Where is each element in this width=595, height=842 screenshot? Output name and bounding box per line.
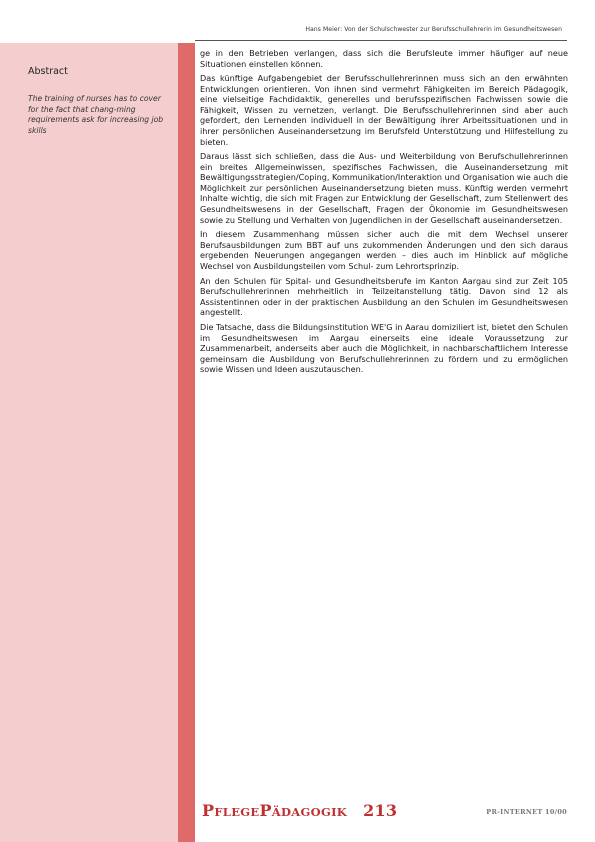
- article-body: [200, 48, 568, 379]
- body-paragraph: Das künftige Aufgabengebiet der Berufsschullehrerinnen muss sich an den erwähnten Entwicklungen orientieren. Von ihnen sind vermehrt Fähigkeiten im Bereich Pädagogik, eine vielseitige Fachdidaktik, generelles und berufsspezifischen Fachwissen sowie die Fähigkeit, Wissen zu vernetzen, verlangt. Die Berufsschullehrerinnen sind aber auch gefordert, den Lernenden individuell in der Bewältigung ihrer Arbeitssituationen und in ihrer persönlichen Auseinandersetzung im Berufsfeld Unterstützung und Hilfestellung zu bieten.: [200, 73, 568, 147]
- journal-title-part: FLEGE: [214, 805, 260, 819]
- abstract-title: Abstract: [28, 66, 68, 77]
- body-paragraph: An den Schulen für Spital- und Gesundheitsberufe im Kanton Aargau sind zur Zeit 105 Berufschullehrerinnen mehrheitlich in Teilzeitanstellung tätig. Davon sind 12 als Assistentinnen oder in der praktischen Ausbildung an den Schulen im Gesundheitswesen angestellt.: [200, 275, 568, 318]
- body-paragraph: In diesem Zusammenhang müssen sicher auch die mit dem Wechsel unserer Berufsausbildungen zum BBT auf uns zukommenden Änderungen und den sich daraus ergebenden Neuerungen angegangen werden – dies auch im Hinblick auf mögliche Wechsel von Ausbildungsteilen vom Schul- zum Lehrortsprinzip.: [200, 229, 568, 271]
- journal-title-initial: P: [202, 801, 215, 820]
- body-paragraph: ge in den Betrieben verlangen, dass sich die Berufsleute immer häufiger auf neue Situationen einstellen können.: [200, 48, 568, 69]
- journal-title: [202, 801, 397, 820]
- header-rule: [195, 40, 567, 41]
- running-head: Hans Meier: Von der Schulschwester zur Berufsschullehrerin im Gesundheitswesen: [305, 26, 562, 33]
- sidebar-panel: [0, 43, 178, 842]
- abstract-text: The training of nurses has to cover for the fact that chang-ming requirements ask for increasing job skills: [28, 94, 164, 135]
- body-paragraph: Die Tatsache, dass die Bildungsinstitution WE'G in Aarau domiziliert ist, bietet den Schulen im Gesundheitswesen im Aargau einerseits eine ideale Voraussetzung zur Zusammenarbeit, anderseits aber auch die Möglichkeit, in nachbarschaftlichem Interesse gemeinsam die Ausbildung von Berufschullehrerinnen zu fördern und zu ermöglichen sowie Wissen und Ideen auszutauschen.: [200, 322, 568, 375]
- page-number: 213: [363, 801, 398, 820]
- journal-title-initial: P: [259, 801, 272, 820]
- body-paragraph: Daraus lässt sich schließen, dass die Aus- und Weiterbildung von Berufschullehrerinnen ein breites Allgemeinwissen, spezifisches Fachwissen, die Auseinandersetzung mit Bewältigungsstrategien/Coping, Kommunikation/Interaktion und Organisation wie auch die Möglichkeit zur persönlichen Auseinandersetzung bieten muss. Künftig werden vermehrt Inhalte wichtig, die sich mit Fragen zur Entwicklung der Gesellschaft, zum Stellenwert des Gesundheitswesens in der Gesellschaft, Fragen der Ökonomie im Gesundheitswesen sowie zu Stellung und Verhalten von Jugendlichen in der Gesellschaft auseinandersetzen.: [200, 151, 568, 225]
- issue-label: PR-INTERNET 10/00: [486, 808, 567, 816]
- accent-bar: [178, 43, 195, 842]
- journal-title-part: ÄDAGOGIK: [271, 805, 348, 819]
